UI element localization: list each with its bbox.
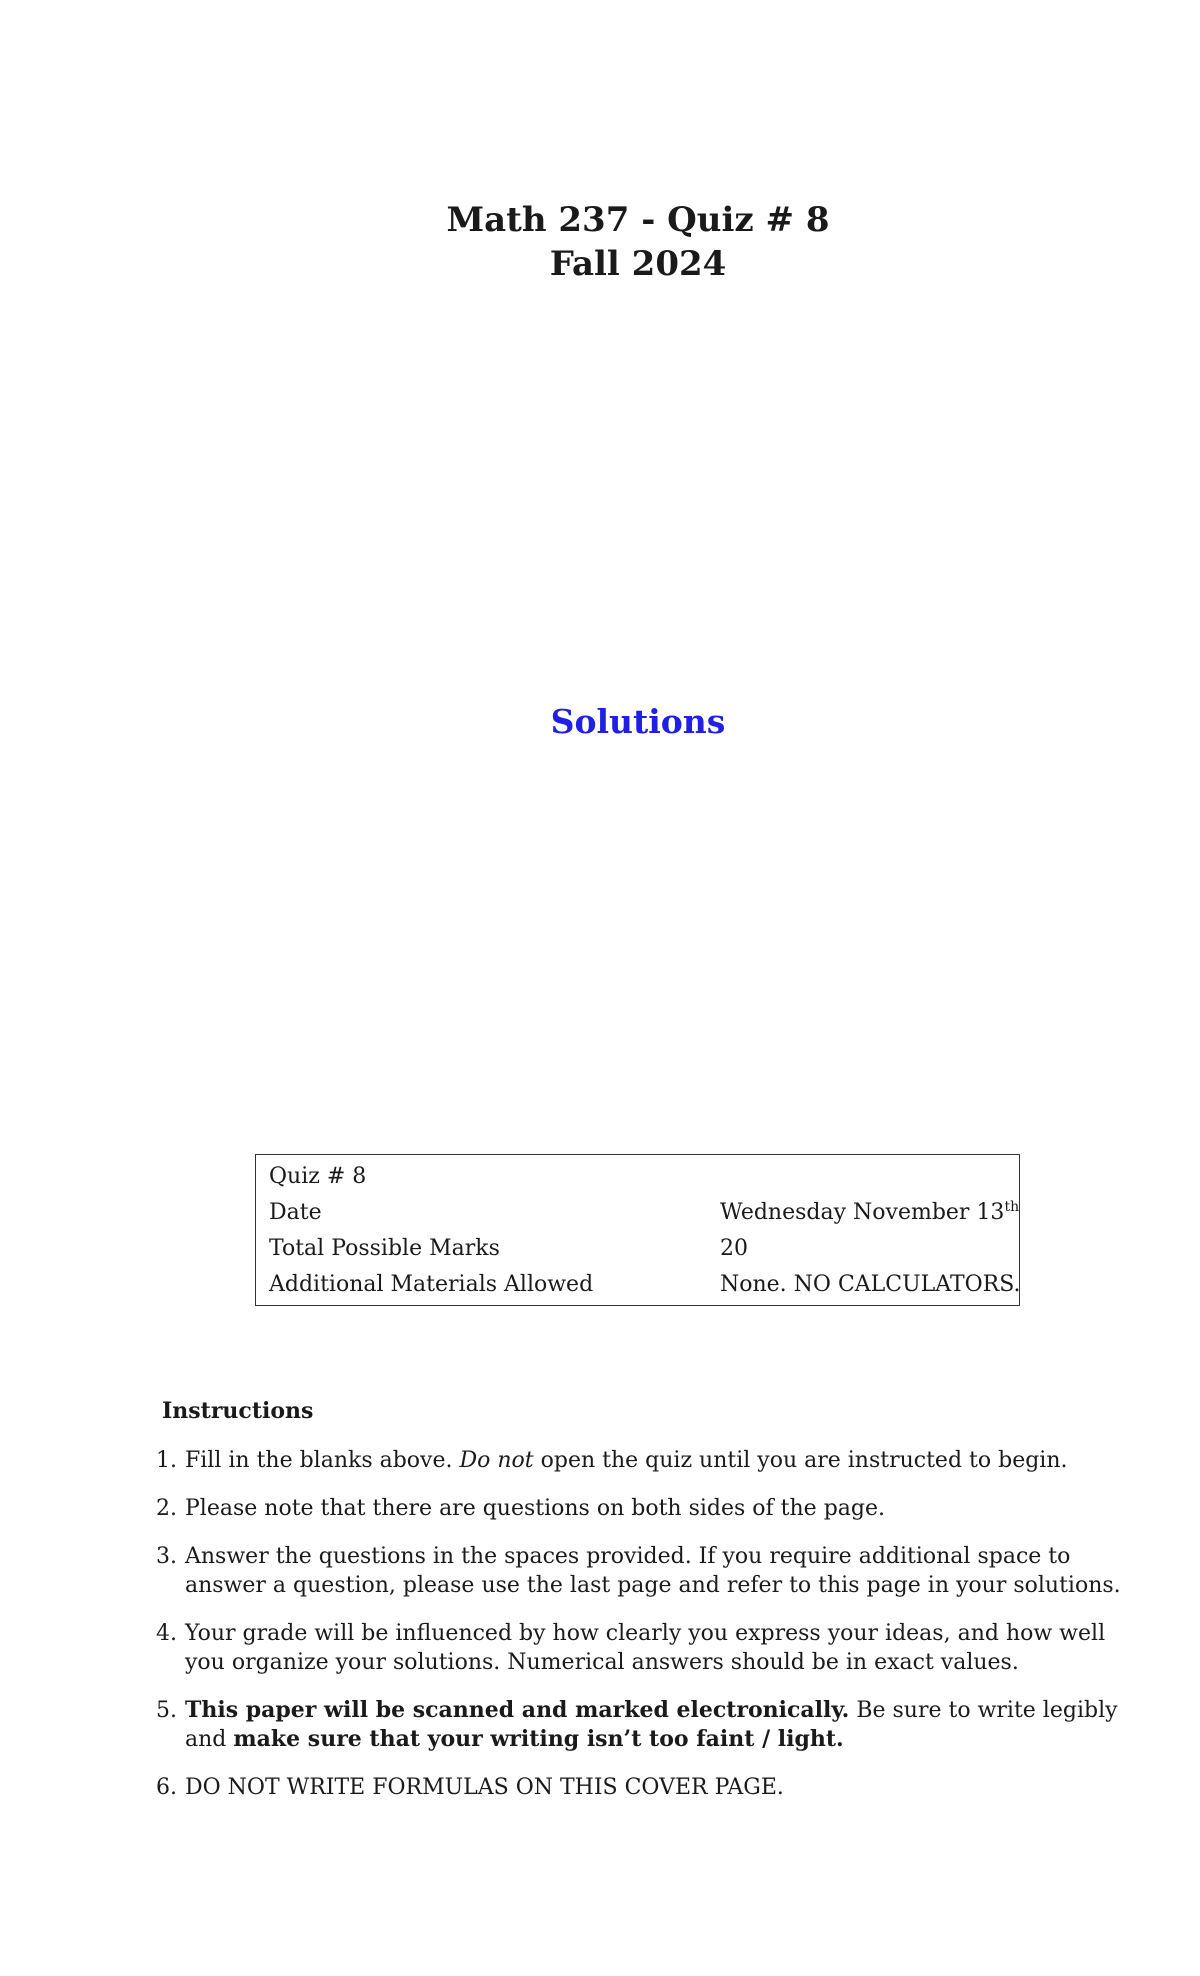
info-row-marks [269, 1231, 1009, 1267]
info-row-materials [269, 1267, 1021, 1303]
info-label: Date [269, 1200, 322, 1225]
instruction-item: 1. Fill in the blanks above. Do not open the quiz until you are instructed to begin. [156, 1448, 1068, 1473]
info-label: Additional Materials Allowed [269, 1272, 594, 1297]
title-line-1: Math 237 - Quiz # 8 [446, 200, 830, 240]
info-value: 20 [720, 1236, 748, 1261]
quiz-info-table [255, 1154, 1020, 1306]
instruction-item: 2. Please note that there are questions on both sides of the page. [156, 1496, 885, 1521]
title-line-2: Fall 2024 [549, 244, 727, 284]
info-value: None. NO CALCULATORS. [720, 1272, 1021, 1297]
info-value: Wednesday November 13th [720, 1199, 1020, 1225]
instruction-item: 6. DO NOT WRITE FORMULAS ON THIS COVER PAGE. [156, 1775, 784, 1800]
instruction-item: 3. Answer the questions in the spaces provided. If you require additional space to answer a question, please use the last page and refer to this page in your solutions. [156, 1544, 1121, 1598]
info-row-date [269, 1195, 1020, 1231]
info-row-quiz [269, 1159, 1009, 1195]
instructions-list [150, 1446, 1150, 1821]
page-title [0, 198, 1200, 286]
info-label: Total Possible Marks [269, 1236, 500, 1261]
solutions-label: Solutions [550, 702, 726, 741]
instruction-item: 5. This paper will be scanned and marked electronically. Be sure to write legibly and make sure that your writing isn’t too faint / light. [156, 1697, 1118, 1752]
info-quiz-label: Quiz # 8 [269, 1164, 367, 1189]
instruction-item: 4. Your grade will be influenced by how clearly you express your ideas, and how well you organize your solutions. Numerical answers should be in exact values. [156, 1621, 1106, 1675]
instructions-heading: Instructions [162, 1398, 314, 1424]
